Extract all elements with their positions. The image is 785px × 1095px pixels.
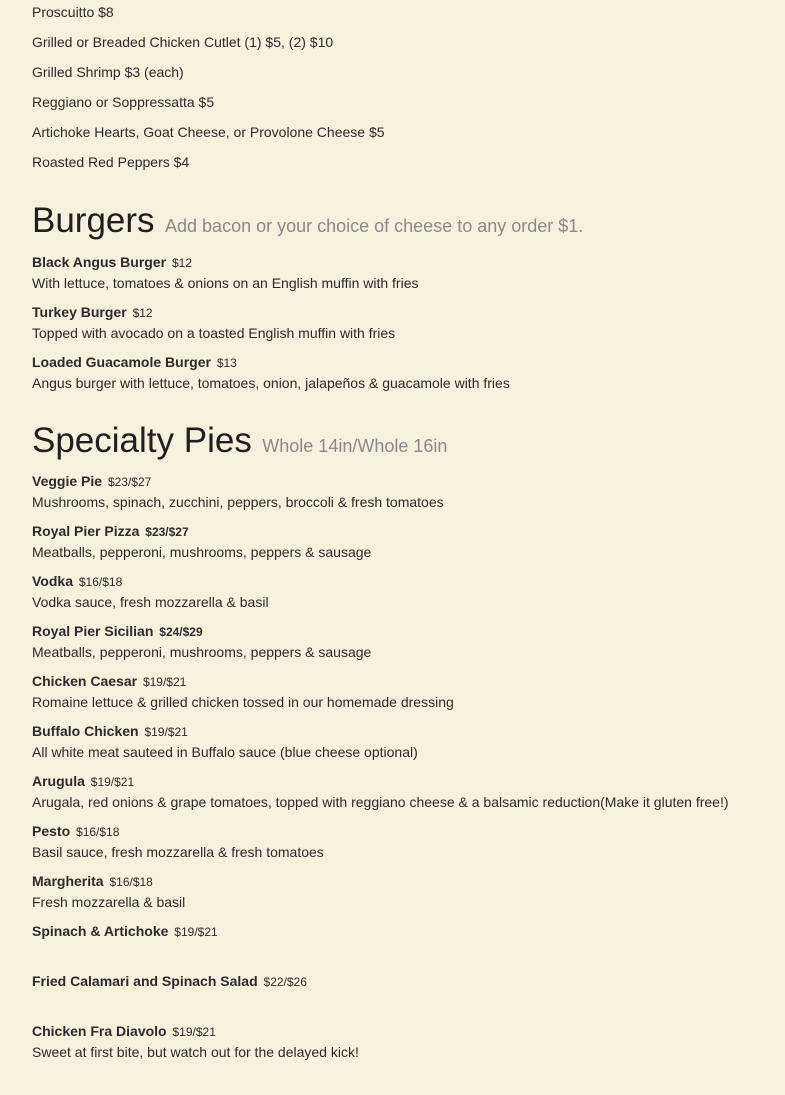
- item-price: $24/$29: [159, 625, 203, 639]
- item-name: Margherita: [32, 873, 104, 889]
- section-subtitle: Whole 14in/Whole 16in: [262, 436, 448, 456]
- menu-item: [32, 671, 454, 712]
- addon-item: Artichoke Hearts, Goat Cheese, or Provolone Cheese $5: [32, 124, 385, 140]
- item-price: $13: [216, 356, 237, 370]
- menu-item: [32, 721, 418, 762]
- section-title: Burgers: [32, 201, 155, 240]
- menu-item: [32, 921, 218, 942]
- item-price: $19/$21: [142, 675, 187, 689]
- menu-item: [32, 471, 444, 512]
- item-description: Fresh mozzarella & basil: [32, 894, 186, 910]
- item-name: Buffalo Chicken: [32, 723, 139, 739]
- item-name: Royal Pier Sicilian: [32, 623, 154, 639]
- item-description: With lettuce, tomatoes & onions on an English muffin with fries: [32, 275, 419, 291]
- menu-item: [32, 871, 185, 912]
- section-title: Specialty Pies: [32, 421, 252, 460]
- item-description: Angus burger with lettuce, tomatoes, onion, jalapeños & guacamole with fries: [32, 375, 510, 391]
- menu-item: [32, 352, 510, 393]
- item-description: Arugala, red onions & grape tomatoes, topped with reggiano cheese & a balsamic reduction(Make it gluten free!): [32, 794, 729, 810]
- menu-item: [32, 521, 371, 562]
- item-name: Royal Pier Pizza: [32, 523, 140, 539]
- addon-item: Proscuitto $8: [32, 4, 114, 20]
- item-price: $16/$18: [109, 875, 153, 889]
- item-description: Meatballs, pepperoni, mushrooms, peppers & sausage: [32, 644, 372, 660]
- menu-item: [32, 1021, 359, 1062]
- menu-item: [32, 252, 419, 293]
- item-description: All white meat sauteed in Buffalo sauce (blue cheese optional): [32, 744, 418, 760]
- menu-item: [32, 302, 395, 343]
- item-price: $16/$18: [76, 825, 120, 839]
- item-description: Mushrooms, spinach, zucchini, peppers, broccoli & fresh tomatoes: [32, 494, 444, 510]
- addon-item: Grilled or Breaded Chicken Cutlet (1) $5, (2) $10: [32, 34, 334, 50]
- item-name: Veggie Pie: [32, 473, 103, 489]
- addon-item: Grilled Shrimp $3 (each): [32, 64, 184, 80]
- item-description: Topped with avocado on a toasted English muffin with fries: [32, 325, 396, 341]
- item-price: $19/$21: [90, 775, 135, 789]
- menu-item: [32, 771, 729, 812]
- menu-item: [32, 821, 324, 862]
- item-price: $19/$21: [144, 725, 188, 739]
- item-price: $12: [171, 256, 192, 270]
- item-name: Pesto: [32, 823, 71, 839]
- item-price: $19/$21: [174, 925, 218, 939]
- item-name: Black Angus Burger: [32, 254, 167, 270]
- item-name: Arugula: [32, 773, 85, 789]
- section-subtitle: Add bacon or your choice of cheese to any order $1.: [165, 216, 584, 236]
- item-price: $16/$18: [78, 575, 123, 589]
- item-description: Romaine lettuce & grilled chicken tossed in our homemade dressing: [32, 694, 454, 710]
- item-name: Chicken Fra Diavolo: [32, 1023, 167, 1039]
- menu-item: [32, 571, 269, 612]
- item-price: $22/$26: [263, 975, 307, 989]
- pies-section-header: [32, 421, 447, 461]
- item-name: Chicken Caesar: [32, 673, 138, 689]
- item-name: Loaded Guacamole Burger: [32, 354, 211, 370]
- item-price: $19/$21: [172, 1025, 216, 1039]
- item-name: Turkey Burger: [32, 304, 127, 320]
- item-description: Vodka sauce, fresh mozzarella & basil: [32, 594, 269, 610]
- item-price: $12: [132, 306, 153, 320]
- item-price: $23/$27: [107, 475, 152, 489]
- item-name: Fried Calamari and Spinach Salad: [32, 973, 258, 989]
- menu-item: [32, 971, 307, 992]
- item-description: Sweet at first bite, but watch out for the delayed kick!: [32, 1044, 359, 1060]
- addon-item: Roasted Red Peppers $4: [32, 154, 190, 170]
- item-name: Spinach & Artichoke: [32, 923, 169, 939]
- burgers-section-header: [32, 201, 583, 241]
- item-description: Meatballs, pepperoni, mushrooms, peppers & sausage: [32, 544, 372, 560]
- addon-item: Reggiano or Soppressatta $5: [32, 94, 215, 110]
- item-name: Vodka: [32, 573, 73, 589]
- menu-item: [32, 621, 371, 662]
- item-description: Basil sauce, fresh mozzarella & fresh tomatoes: [32, 844, 324, 860]
- item-price: $23/$27: [145, 525, 189, 539]
